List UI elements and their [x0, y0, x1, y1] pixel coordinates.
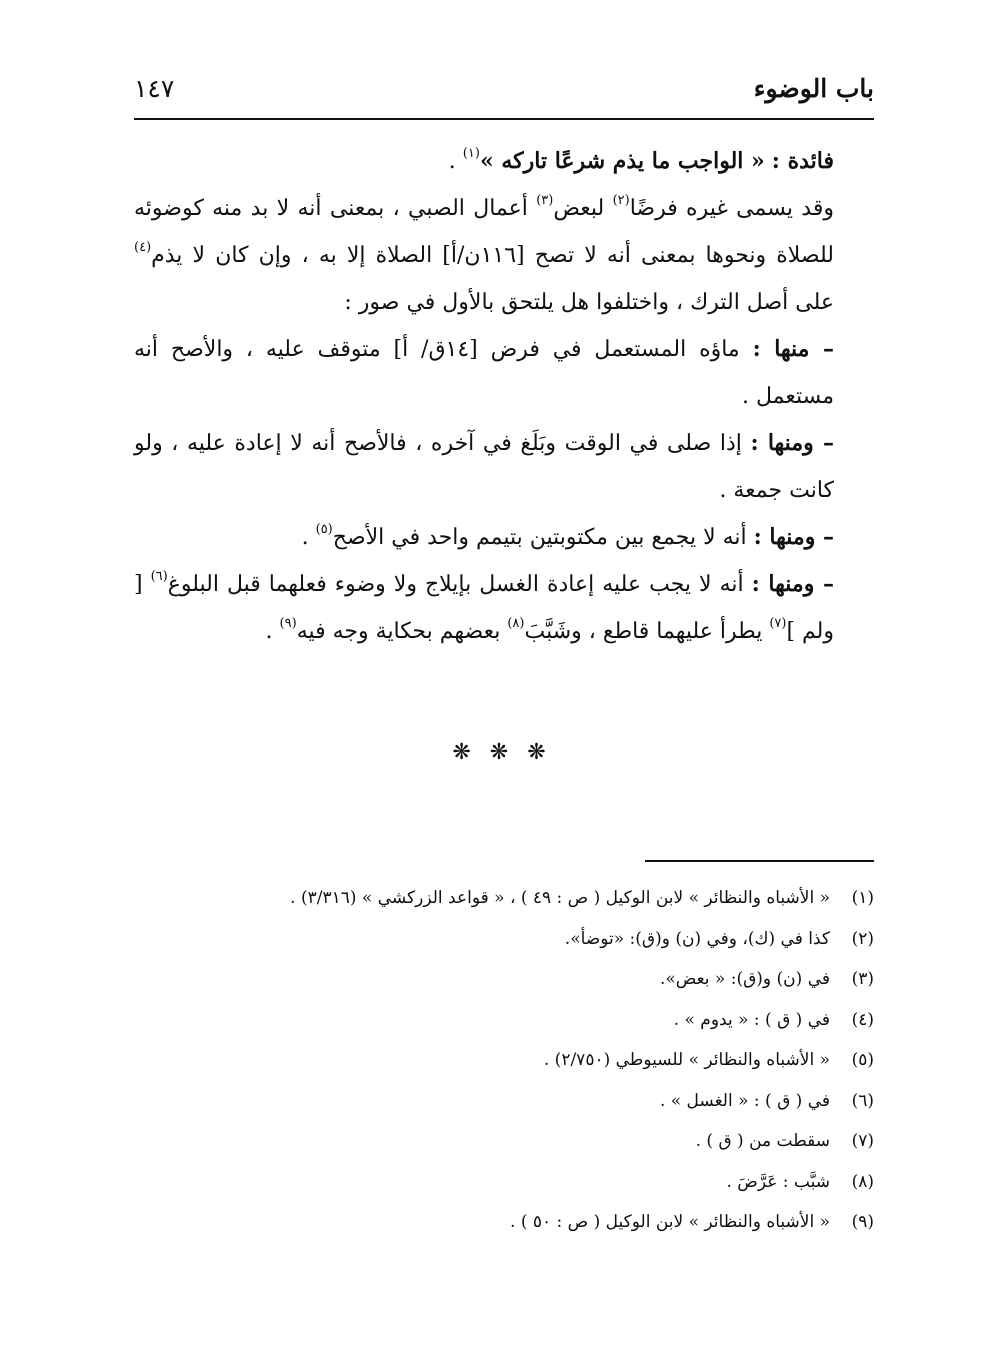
minha-label: – ومنها :	[753, 524, 834, 550]
paragraph-fard	[134, 185, 874, 326]
footnote-text: « الأشباه والنظائر » للسيوطي (٢/٧٥٠) .	[543, 1050, 830, 1070]
footnote-ref-2[interactable]: (٢)	[612, 192, 630, 208]
footnote-text: في ( ق ) : « الغسل » .	[659, 1090, 830, 1111]
footnote-text: سقطت من ( ق ) .	[695, 1131, 830, 1151]
paragraph-minha-3	[134, 514, 874, 561]
faida-label: فائدة :	[771, 148, 834, 174]
minha-label: – منها :	[752, 336, 834, 362]
footnote-ref-4[interactable]: (٤)	[134, 239, 152, 255]
text-run: على أصل الترك ، واختلفوا هل يلتحق بالأول في صور :	[344, 290, 834, 315]
footnotes-list	[134, 878, 874, 1243]
text-run: أعمال الصبي ، بمعنى أنه لا بد منه كوضوئه للصلاة ونحوها بمعنى أنه لا تصح [١١٦ن/أ] الصلاة إلا به ، وإن كان لا يذم	[134, 196, 834, 268]
text-run: بعضهم بحكاية وجه فيه	[296, 619, 508, 644]
footnote-ref-6[interactable]: (٦)	[150, 568, 168, 584]
footnote-number: (٧)	[851, 1131, 874, 1151]
punct: .	[265, 619, 280, 644]
page-number: ١٤٧	[134, 74, 175, 103]
punct: .	[301, 525, 316, 550]
text-run: أنه لا يجمع بين مكتوبتين بتيمم واحد في الأصح	[332, 525, 754, 550]
chapter-title: باب الوضوء	[753, 74, 874, 103]
footnote-number: (٣)	[851, 969, 874, 989]
footnote-number: (٩)	[851, 1212, 874, 1232]
footnote-text: « الأشباه والنظائر » لابن الوكيل ( ص : ٥٠ ) .	[510, 1212, 830, 1232]
faida-quote: « الواجب ما يذم شرعًا تاركه »	[479, 148, 765, 174]
header-rule	[134, 118, 874, 120]
text-run: يطرأ عليهما قاطع ، وشَبَّبَ	[524, 619, 770, 644]
footnote-rule	[645, 860, 874, 862]
footnote-ref-9[interactable]: (٩)	[279, 615, 297, 631]
footnote-number: (٨)	[851, 1171, 874, 1192]
footnote-text: في ( ق ) : « يدوم » .	[673, 1009, 830, 1030]
footnote-6	[134, 1081, 874, 1122]
footnote-number: (٢)	[851, 928, 874, 949]
footnote-text: شبَّب : عَرَّضَ .	[726, 1171, 830, 1192]
footnote-ref-8[interactable]: (٨)	[507, 615, 525, 631]
footnote-7	[134, 1121, 874, 1162]
page-header	[134, 68, 874, 116]
paragraph-faida	[134, 138, 874, 185]
paragraph-minha-2	[134, 420, 874, 514]
punct: .	[448, 149, 463, 174]
footnote-ref-1[interactable]: (١)	[462, 145, 480, 161]
section-separator: ❋ ❋ ❋	[452, 740, 552, 765]
paragraph-minha-4	[134, 561, 874, 655]
footnote-3	[134, 959, 874, 1000]
footnote-number: (٥)	[851, 1050, 874, 1070]
text-run: ماؤه المستعمل في فرض [١٤ق/ أ] متوقف عليه ، والأصح أنه مستعمل .	[134, 337, 834, 409]
footnote-text: في (ن) و(ق): « بعض».	[659, 969, 830, 989]
footnote-2	[134, 919, 874, 960]
footnote-ref-7[interactable]: (٧)	[769, 615, 787, 631]
footnote-9	[134, 1202, 874, 1243]
footnote-text: كذا في (ك)، وفي (ن) و(ق): «توضأ».	[564, 928, 830, 949]
footnote-ref-3[interactable]: (٣)	[536, 192, 554, 208]
minha-label: – ومنها :	[750, 430, 834, 456]
footnote-number: (٤)	[851, 1009, 874, 1030]
footnote-8	[134, 1162, 874, 1203]
paragraph-minha-1	[134, 326, 874, 420]
footnote-1	[134, 878, 874, 919]
text-run: وقد يسمى غيره فرضًا	[629, 196, 834, 221]
footnote-4	[134, 1000, 874, 1041]
main-text	[134, 138, 874, 655]
footnote-number: (١)	[851, 888, 874, 908]
footnote-5	[134, 1040, 874, 1081]
minha-label: – ومنها :	[751, 571, 834, 597]
text-run: أنه لا يجب عليه إعادة الغسل بإيلاج ولا وضوء فعلهما قبل البلوغ	[167, 572, 752, 597]
footnote-ref-5[interactable]: (٥)	[315, 521, 333, 537]
text-run: لبعض	[553, 196, 613, 221]
footnote-text: « الأشباه والنظائر » لابن الوكيل ( ص : ٤٩ ) ، « قواعد الزركشي » (٣/٣١٦) .	[290, 888, 830, 908]
footnote-number: (٦)	[851, 1090, 874, 1111]
text-run: إذا صلى في الوقت وبَلَغ في آخره ، فالأصح أنه لا إعادة عليه ، ولو كانت جمعة .	[134, 431, 834, 503]
text-run: [ ولم ]	[134, 572, 834, 644]
